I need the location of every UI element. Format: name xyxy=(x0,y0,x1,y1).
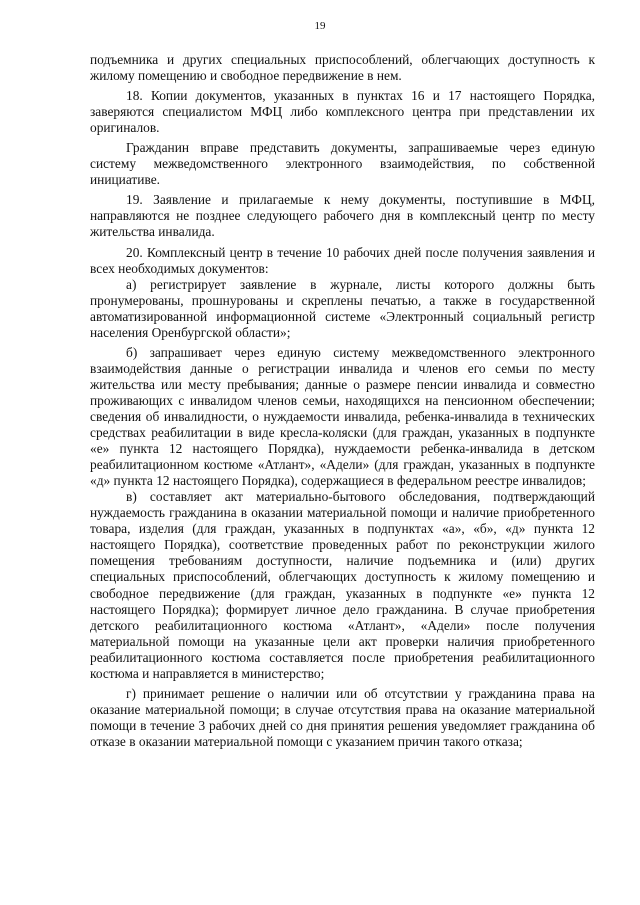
paragraph-20: 20. Комплексный центр в течение 10 рабочих дней после получения заявления и всех необходимых документов: xyxy=(90,244,595,276)
page-number: 19 xyxy=(314,20,326,32)
subparagraph-b: б) запрашивает через единую систему межведомственного электронного взаимодействия данные о регистрации инвалида и членов его семьи по месту жительства или месту пребывания; данные о размере пенсии инвалида и совместно проживающих с инвалидом членов семьи, находящихся на пенсионном обеспечении; сведения об инвалидности, о нуждаемости инвалида, ребенка-инвалида в технических средствах реабилитации в виде кресла-коляски (для граждан, указанных в подпункте «е» пункта 12 настоящего Порядка), нуждаемости ребенка-инвалида в детском реабилитационном костюме «Атлант», «Адели» (для граждан, указанных в подпункте «д» пункта 12 настоящего Порядка), содержащиеся в федеральном реестре инвалидов; xyxy=(90,344,595,489)
paragraph-continuation: подъемника и других специальных приспособлений, облегчающих доступность к жилому помещению и свободное передвижение в нем. xyxy=(90,52,595,84)
paragraph-own-initiative: Гражданин вправе представить документы, запрашиваемые через единую систему межведомственного электронного взаимодействия, по собственной инициативе. xyxy=(90,140,595,188)
subparagraph-g: г) принимает решение о наличии или об отсутствии у гражданина права на оказание материальной помощи; в случае отсутствия права на оказание материальной помощи в течение 3 рабочих дней со дня принятия решения уведомляет гражданина об отказе в оказании материальной помощи с указанием причин такого отказа; xyxy=(90,685,595,749)
document-body xyxy=(90,52,595,754)
subparagraph-v: в) составляет акт материально-бытового обследования, подтверждающий нуждаемость гражданина в оказании материальной помощи и наличие приобретенного товара, изделия (для граждан, указанных в подпунктах «а», «б», «д» пункта 12 настоящего Порядка), соответствие проведенных работ по реконструкции жилого помещения требованиям доступности, наличие подъемника и (или) других специальных приспособлений, облегчающих доступность к жилому помещению и свободное передвижение (для граждан, указанных в подпункте «е» пункта 12 настоящего Порядка); формирует личное дело гражданина. В случае приобретения детского реабилитационного костюма «Атлант», «Адели» после получения материальной помощи на указанные цели акт проверки наличия приобретенного реабилитационного костюма составляется после приобретения реабилитационного костюма и направляется в министерство; xyxy=(90,489,595,681)
paragraph-19: 19. Заявление и прилагаемые к нему документы, поступившие в МФЦ, направляются не позднее следующего рабочего дня в комплексный центр по месту жительства инвалида. xyxy=(90,192,595,240)
subparagraph-a: а) регистрирует заявление в журнале, листы которого должны быть пронумерованы, прошнурованы и скреплены печатью, а также в государственной автоматизированной информационной системе «Электронный социальный регистр населения Оренбургской области»; xyxy=(90,276,595,340)
paragraph-18: 18. Копии документов, указанных в пунктах 16 и 17 настоящего Порядка, заверяются специалистом МФЦ либо комплексного центра при представлении их оригиналов. xyxy=(90,88,595,136)
